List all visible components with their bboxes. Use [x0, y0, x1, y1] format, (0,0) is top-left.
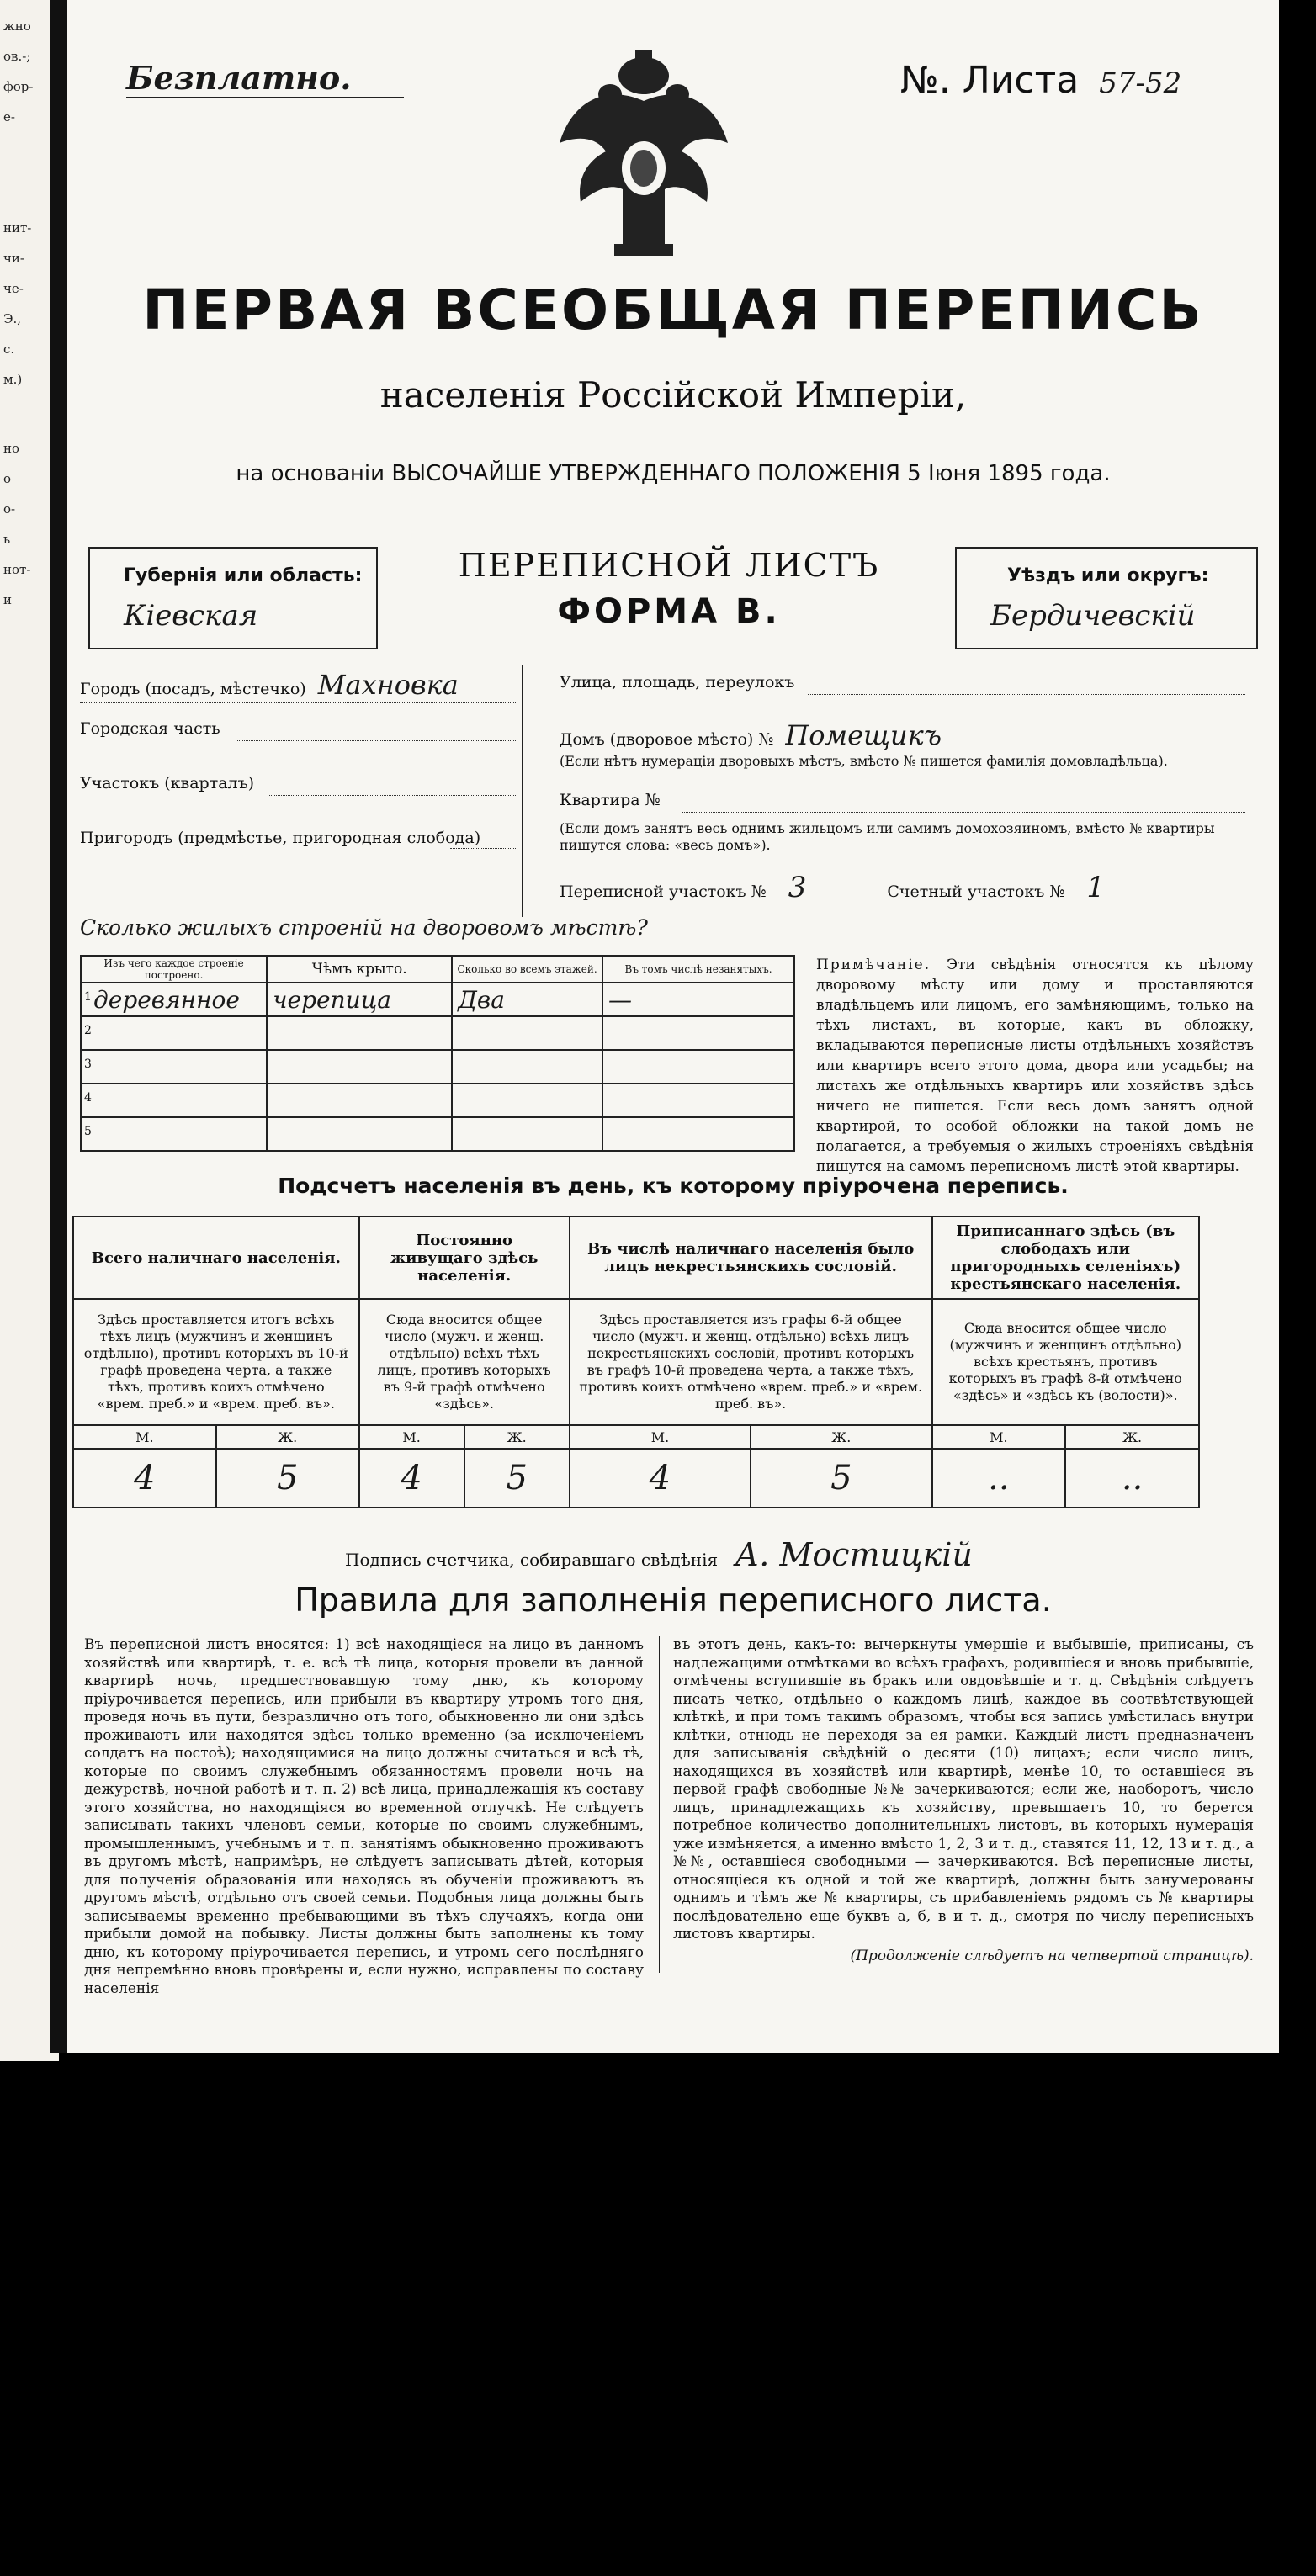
count-district-value: 1	[1086, 871, 1106, 904]
margin-fragment: е-	[3, 109, 15, 125]
buildings-value-vacant	[603, 1020, 608, 1047]
signature-label: Подпись счетчика, собиравшаго свѣдѣнія	[345, 1550, 719, 1570]
city-part-label: Городская часть	[80, 719, 220, 738]
margin-fragment: жно	[3, 19, 31, 34]
buildings-value-floors	[453, 1020, 458, 1047]
adjacent-page-fragments	[0, 0, 52, 607]
buildings-cell-floors	[452, 1117, 602, 1151]
buildings-cell-material	[81, 1084, 267, 1117]
count-district-label: Счетный участокъ №	[887, 883, 1065, 901]
buildings-cell-vacant	[602, 1084, 794, 1117]
district-box	[955, 547, 1258, 649]
buildings-note-text: Эти свѣдѣнія относятся къ цѣлому дворовому мѣсту или дому и проставляются владѣльцемъ или лицомъ, его замѣняющимъ, только на тѣхъ листахъ, въ которые, какъ въ обложку, вкладываются переписные листы отдѣльныхъ хозяйствъ или квартиръ всего этого дома, двора или усадьбы; на листахъ же отдѣльныхъ квартиръ или хозяйствъ здѣсь ничего не пишется. Если весь домъ занятъ одной квартирой, то особой обложки на такой домъ не полагается, а требуемыя о жилыхъ строеніяхъ свѣдѣнія пишутся на самомъ переписномъ листѣ этой квартиры.	[816, 957, 1254, 1175]
buildings-cell-floors	[452, 1084, 602, 1117]
margin-fragment: че-	[3, 281, 24, 296]
census-district-value: 3	[788, 871, 807, 904]
sheet-number-label: №. Листа	[900, 59, 1080, 102]
buildings-cell-floors	[452, 983, 602, 1016]
buildings-value-vacant	[603, 1087, 608, 1115]
buildings-row	[81, 1084, 794, 1117]
buildings-note-title: Примѣчаніе.	[816, 957, 931, 973]
buildings-cell-vacant	[602, 1016, 794, 1050]
buildings-row-number: 4	[84, 1091, 92, 1105]
house-label: Домъ (дворовое мѣсто) №	[560, 730, 774, 749]
house-value: Помещикъ	[785, 719, 942, 751]
margin-fragment: и	[3, 592, 12, 607]
buildings-row	[81, 1050, 794, 1084]
female-header: Ж.	[464, 1425, 570, 1449]
population-col-description: Сюда вносится общее число (мужчинъ и женщинъ отдѣльно) всѣхъ крестьянъ, противъ которыхъ въ графѣ 8-й отмѣчено «здѣсь» и «здѣсь къ (волости)».	[932, 1299, 1200, 1425]
male-header: М.	[359, 1425, 464, 1449]
buildings-question: Сколько жилыхъ строеній на дворовомъ мѣстѣ?	[80, 915, 648, 940]
census-district-row	[560, 871, 1105, 904]
buildings-value-roof: черепица	[273, 985, 391, 1014]
margin-fragment: но	[3, 441, 20, 456]
buildings-value-floors	[453, 1121, 458, 1148]
address-divider	[522, 665, 523, 917]
suburb-label: Пригородъ (предмѣстье, пригородная слобода)	[80, 829, 481, 847]
margin-fragment: ов.-;	[3, 49, 31, 64]
buildings-row	[81, 1016, 794, 1050]
buildings-col-header: Чѣмъ крыто.	[267, 956, 452, 983]
house-row	[560, 719, 942, 751]
female-count: 5	[216, 1449, 359, 1508]
sheet-title: ПЕРЕПИСНОЙ ЛИСТЪ	[458, 547, 880, 584]
form-title	[408, 547, 930, 631]
male-count: 4	[359, 1449, 464, 1508]
province-box	[88, 547, 378, 649]
female-header: Ж.	[751, 1425, 931, 1449]
rules-title: Правила для заполненія переписного листа.	[295, 1582, 1052, 1619]
census-district-label: Переписной участокъ №	[560, 883, 767, 901]
apartment-label: Квартира №	[560, 791, 661, 809]
suburb-line	[450, 848, 517, 849]
rules-right-column	[673, 1636, 1254, 1965]
population-col-title: Приписаннаго здѣсь (въ слободахъ или пригородныхъ селеніяхъ) крестьянскаго населенія.	[932, 1216, 1200, 1299]
page-subtitle: населенія Россійской Имперіи,	[379, 374, 967, 416]
margin-fragment: чи-	[3, 251, 24, 266]
rules-continued: (Продолженіе слѣдуетъ на четвертой страницѣ).	[850, 1947, 1254, 1964]
page-title: ПЕРВАЯ ВСЕОБЩАЯ ПЕРЕПИСЬ	[142, 278, 1204, 342]
male-count: ..	[932, 1449, 1066, 1508]
street-line	[808, 694, 1245, 695]
city-value: Махновка	[317, 669, 459, 701]
margin-fragment: о-	[3, 501, 16, 517]
buildings-value-vacant	[603, 1121, 608, 1148]
margin-fragment: ь	[3, 532, 11, 547]
buildings-cell-material	[81, 1050, 267, 1084]
population-col-title: Всего наличнаго населенія.	[73, 1216, 359, 1299]
margin-fragment: нот-	[3, 562, 31, 577]
city-label: Городъ (посадъ, мѣстечко)	[80, 680, 306, 698]
buildings-value-roof	[268, 1121, 273, 1148]
population-col-title: Въ числѣ наличнаго населенія было лицъ некрестьянскихъ сословій.	[570, 1216, 932, 1299]
house-note: (Если нѣтъ нумераціи дворовыхъ мѣстъ, вмѣсто № пишется фамилія домовладѣльца).	[560, 753, 1168, 769]
buildings-cell-floors	[452, 1050, 602, 1084]
rules-right-text: въ этотъ день, какъ-то: вычеркнуты умершіе и выбывшіе, приписаны, съ надлежащими отмѣтками во всѣхъ графахъ, родившіеся и вновь прибывшіе, отмѣчены вступившіе въ бракъ или овдовѣвшіе и т. д. Свѣдѣнія слѣдуетъ писать четко, отдѣльно о каждомъ лицѣ, каждое въ соотвѣтствующей клѣткѣ, и при томъ такимъ образомъ, чтобы вся запись умѣстилась внутри клѣтки, отнюдь не переходя за ея рамки. Каждый листъ предназначенъ для записыванія свѣдѣній о десяти (10) лицахъ; если число лицъ, находящихся въ хозяйствѣ или квартирѣ, менѣе 10, то оставшіеся въ первой графѣ свободные №№ зачеркиваются; если же, наоборотъ, число лицъ, принадлежащихъ къ хозяйству, превышаетъ 10, то берется потребное количество дополнительныхъ листовъ, въ которыхъ нумерація уже измѣняется, а именно вмѣсто 1, 2, 3 и т. д., ставятся 11, 12, 13 и т. д., а №№, оставшіеся свободными — зачеркиваются. Всѣ переписные листы, относящіеся къ одной и той же квартирѣ, должны быть занумерованы однимъ и тѣмъ же № квартиры, съ прибавленіемъ рядомъ съ № квартиры послѣдовательно еще буквъ а, б, в и т. д., смотря по числу переписныхъ листовъ квартиры.	[673, 1636, 1254, 1943]
population-col-description: Здѣсь проставляется итогъ всѣхъ тѣхъ лицъ (мужчинъ и женщинъ отдѣльно), противъ которыхъ въ 10-й графѣ проведена черта, а также тѣхъ, противъ коихъ отмѣчено «врем. преб.» и «врем. преб. въ».	[73, 1299, 359, 1425]
buildings-row-number: 5	[84, 1125, 92, 1138]
buildings-cell-roof	[267, 1084, 452, 1117]
buildings-table	[80, 955, 795, 1152]
signature-row	[345, 1536, 973, 1573]
male-header: М.	[570, 1425, 751, 1449]
population-heading: Подсчетъ населенія въ день, къ которому пріурочена перепись.	[278, 1174, 1069, 1198]
precinct-line	[269, 795, 517, 796]
buildings-row	[81, 1117, 794, 1151]
margin-fragment: м.)	[3, 372, 23, 387]
buildings-row-number: 3	[84, 1057, 92, 1071]
city-part-line	[236, 740, 517, 741]
female-header: Ж.	[1065, 1425, 1199, 1449]
buildings-row	[81, 983, 794, 1016]
margin-fragment: о	[3, 471, 12, 486]
buildings-cell-roof	[267, 1050, 452, 1084]
female-count: 5	[751, 1449, 931, 1508]
buildings-col-header: Въ томъ числѣ незанятыхъ.	[602, 956, 794, 983]
buildings-value-roof	[268, 1020, 273, 1047]
buildings-cell-vacant	[602, 983, 794, 1016]
city-row	[80, 669, 459, 701]
province-label: Губернія или область:	[124, 565, 363, 586]
buildings-cell-roof	[267, 1117, 452, 1151]
buildings-cell-material	[81, 1117, 267, 1151]
buildings-cell-roof	[267, 983, 452, 1016]
buildings-value-floors	[453, 1053, 458, 1081]
population-col-description: Сюда вносится общее число (мужч. и женщ. отдѣльно) всѣхъ тѣхъ лицъ, противъ которыхъ въ 9-й графѣ отмѣчено «здѣсь».	[359, 1299, 570, 1425]
form-name: ФОРМА В.	[557, 592, 781, 631]
female-count: 5	[464, 1449, 570, 1508]
legal-basis: на основаніи ВЫСОЧАЙШЕ УТВЕРЖДЕННАГО ПОЛОЖЕНІЯ 5 Іюня 1895 года.	[236, 461, 1111, 486]
population-table	[72, 1216, 1200, 1508]
buildings-cell-vacant	[602, 1050, 794, 1084]
margin-fragment: нит-	[3, 220, 32, 236]
male-count: 4	[73, 1449, 216, 1508]
margin-fragment: с.	[3, 342, 15, 357]
double-headed-eagle-emblem	[555, 50, 732, 261]
population-col-title: Постоянно живущаго здѣсь населенія.	[359, 1216, 570, 1299]
buildings-col-header: Сколько во всемъ этажей.	[452, 956, 602, 983]
male-count: 4	[570, 1449, 751, 1508]
rules-divider	[659, 1636, 660, 1973]
buildings-value-floors	[453, 1087, 458, 1115]
buildings-value-roof	[268, 1053, 273, 1081]
female-count: ..	[1065, 1449, 1199, 1508]
buildings-value-floors: Два	[458, 985, 505, 1014]
population-col-description: Здѣсь проставляется изъ графы 6-й общее число (мужч. и женщ. отдѣльно) всѣхъ лицъ некрестьянскихъ сословій, противъ которыхъ въ графѣ 10-й проведена черта, а также тѣхъ, противъ коихъ отмѣчено «врем. преб.» и «врем. преб. въ».	[570, 1299, 932, 1425]
buildings-cell-roof	[267, 1016, 452, 1050]
buildings-col-header: Изъ чего каждое строеніе построено.	[81, 956, 267, 983]
signature-value: А. Мостицкій	[735, 1536, 973, 1573]
buildings-cell-material	[81, 1016, 267, 1050]
buildings-value-vacant	[603, 1053, 608, 1081]
district-value: Бердичевскій	[990, 599, 1196, 633]
buildings-cell-floors	[452, 1016, 602, 1050]
buildings-value-vacant: —	[608, 985, 633, 1014]
buildings-value-roof	[268, 1087, 273, 1115]
free-stamp: Безплатно.	[126, 59, 404, 98]
male-header: М.	[932, 1425, 1066, 1449]
apartment-line	[682, 812, 1245, 813]
female-header: Ж.	[216, 1425, 359, 1449]
sheet-number	[900, 59, 1181, 102]
sheet-number-value: 57-52	[1099, 66, 1182, 100]
city-line	[80, 702, 517, 703]
buildings-cell-material	[81, 983, 267, 1016]
margin-fragment: Э.,	[3, 311, 22, 326]
buildings-value-material: деревянное	[93, 985, 240, 1014]
buildings-row-number: 2	[84, 1024, 92, 1037]
apartment-note: (Если домъ занятъ весь однимъ жильцомъ или самимъ домохозяиномъ, вмѣсто № квартиры пишутся слова: «весь домъ»).	[560, 820, 1215, 853]
buildings-note	[816, 955, 1254, 1177]
street-label: Улица, площадь, переулокъ	[560, 673, 795, 692]
form-header	[88, 547, 1258, 648]
buildings-row-number: 1	[84, 990, 92, 1004]
buildings-cell-vacant	[602, 1117, 794, 1151]
province-value: Кіевская	[124, 599, 258, 633]
rules-left-column: Въ переписной листъ вносятся: 1) всѣ находящіеся на лицо въ данномъ хозяйствѣ или квартирѣ, т. е. всѣ тѣ лица, которыя провели въ данной квартирѣ ночь, предшествовавшую тому дню, къ которому пріурочивается перепись, или прибыли въ квартиру утромъ того дня, проведя ночь въ пути, безразлично отъ того, обыкновенно ли они здѣсь проживаютъ или находятся здѣсь только временно (за исключеніемъ солдатъ на постоѣ); находящимися на лицо должны считаться и всѣ тѣ, которые по своимъ служебнымъ обязанностямъ провели ночь на дежурствѣ, ночной работѣ и т. п. 2) всѣ лица, принадлежащія къ составу этого хозяйства, но находящіяся во временной отлучкѣ. Не слѣдуетъ записывать такихъ членовъ семьи, которые по своимъ служебнымъ, промышленнымъ, учебнымъ и т. п. занятіямъ обыкновенно проживаютъ въ другомъ мѣстѣ, напримѣръ, не слѣдуетъ записывать дѣтей, которыя для полученія образованія или находясь въ обученіи проживаютъ въ другомъ мѣстѣ, отдѣльно отъ своей семьи. Подобныя лица должны быть записываемы временно пребывающими въ тѣхъ случаяхъ, когда они прибыли домой на побывку. Листы должны быть заполнены къ тому дню, къ которому пріурочивается перепись, и утромъ сего послѣдняго дня непремѣнно вновь провѣрены и, если нужно, исправлены по составу населенія	[84, 1636, 644, 1997]
precinct-label: Участокъ (кварталъ)	[80, 774, 255, 792]
margin-fragment: фор-	[3, 79, 34, 94]
census-sheet	[67, 0, 1279, 2053]
male-header: М.	[73, 1425, 216, 1449]
district-label: Уѣздъ или округъ:	[1007, 565, 1209, 586]
